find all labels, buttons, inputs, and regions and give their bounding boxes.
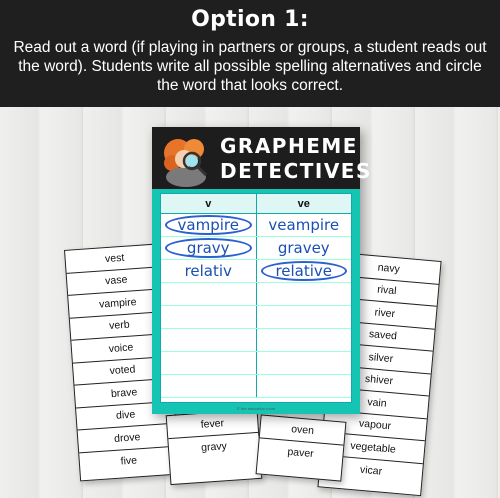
instruction-banner xyxy=(0,0,500,107)
spelling-cell-ve xyxy=(257,283,352,305)
word-card: vain xyxy=(325,388,429,419)
word-card: river xyxy=(333,298,437,329)
detective-illustration-icon xyxy=(158,133,214,187)
word-card: paver xyxy=(286,445,315,460)
spelling-cell-ve xyxy=(257,352,352,374)
spelling-cell-ve: relative xyxy=(257,260,352,282)
word-card: rival xyxy=(335,275,439,306)
word-card: vase xyxy=(67,267,166,296)
grapheme-detectives-poster xyxy=(152,127,372,414)
word-card: shiver xyxy=(327,365,431,396)
spelling-table-row xyxy=(161,329,351,352)
word-card: vegetable xyxy=(321,432,425,463)
word-card: drove xyxy=(78,424,177,453)
word-card: five xyxy=(120,454,138,468)
spelling-cell-v: gravy xyxy=(161,237,257,259)
word-card: vampire xyxy=(68,289,167,318)
spelling-cell-v xyxy=(161,306,257,328)
spelling-cell-v xyxy=(161,329,257,351)
word-card: vapour xyxy=(323,410,427,441)
spelling-table-row xyxy=(161,375,351,398)
word-card: navy xyxy=(337,253,441,284)
word-card: gravy xyxy=(200,439,228,454)
spelling-cell-v: relativ xyxy=(161,260,257,282)
column-header-v: v xyxy=(161,194,257,213)
spelling-table-header xyxy=(161,194,351,214)
spelling-table-row xyxy=(161,237,351,260)
spelling-cell-ve xyxy=(257,306,352,328)
spelling-cell-ve xyxy=(257,375,352,397)
spelling-table-row xyxy=(161,260,351,283)
spelling-table-row xyxy=(161,306,351,329)
word-card: brave xyxy=(74,379,173,408)
instruction-text: Read out a word (if playing in partners or groups, a student reads out the word). Students write all possible spelling alternatives and circle the word that looks correct. xyxy=(13,39,487,94)
spelling-cell-ve: gravey xyxy=(277,239,330,257)
option-title: Option 1: xyxy=(191,7,309,32)
poster-footnote: © the education room xyxy=(236,406,276,411)
poster-title-line2: DETECTIVES xyxy=(220,159,372,183)
spelling-cell-ve xyxy=(257,329,352,351)
word-card: dive xyxy=(76,401,175,430)
word-card: oven xyxy=(260,415,346,445)
column-header-ve: ve xyxy=(297,197,310,210)
word-card: saved xyxy=(331,320,435,351)
spelling-cell-v xyxy=(161,352,257,374)
word-card-list-right-extra xyxy=(256,414,347,481)
word-card: verb xyxy=(70,311,169,340)
spelling-table xyxy=(160,193,352,403)
spelling-table-row xyxy=(161,283,351,306)
word-card: vicar xyxy=(359,463,383,478)
word-card-list-left-extra xyxy=(166,409,263,485)
spelling-cell-v xyxy=(161,283,257,305)
word-card: vest xyxy=(65,244,164,273)
spelling-table-row xyxy=(161,352,351,375)
word-card: fever xyxy=(167,410,258,439)
spelling-cell-v: vampire xyxy=(161,214,257,236)
spelling-table-row xyxy=(161,214,351,237)
spelling-cell-ve: veampire xyxy=(268,216,340,234)
word-card: silver xyxy=(329,343,433,374)
word-card: voted xyxy=(73,356,172,385)
spelling-cell-v xyxy=(161,375,257,397)
word-card: voice xyxy=(71,334,170,363)
poster-title-line1: GRAPHEME xyxy=(220,134,358,158)
